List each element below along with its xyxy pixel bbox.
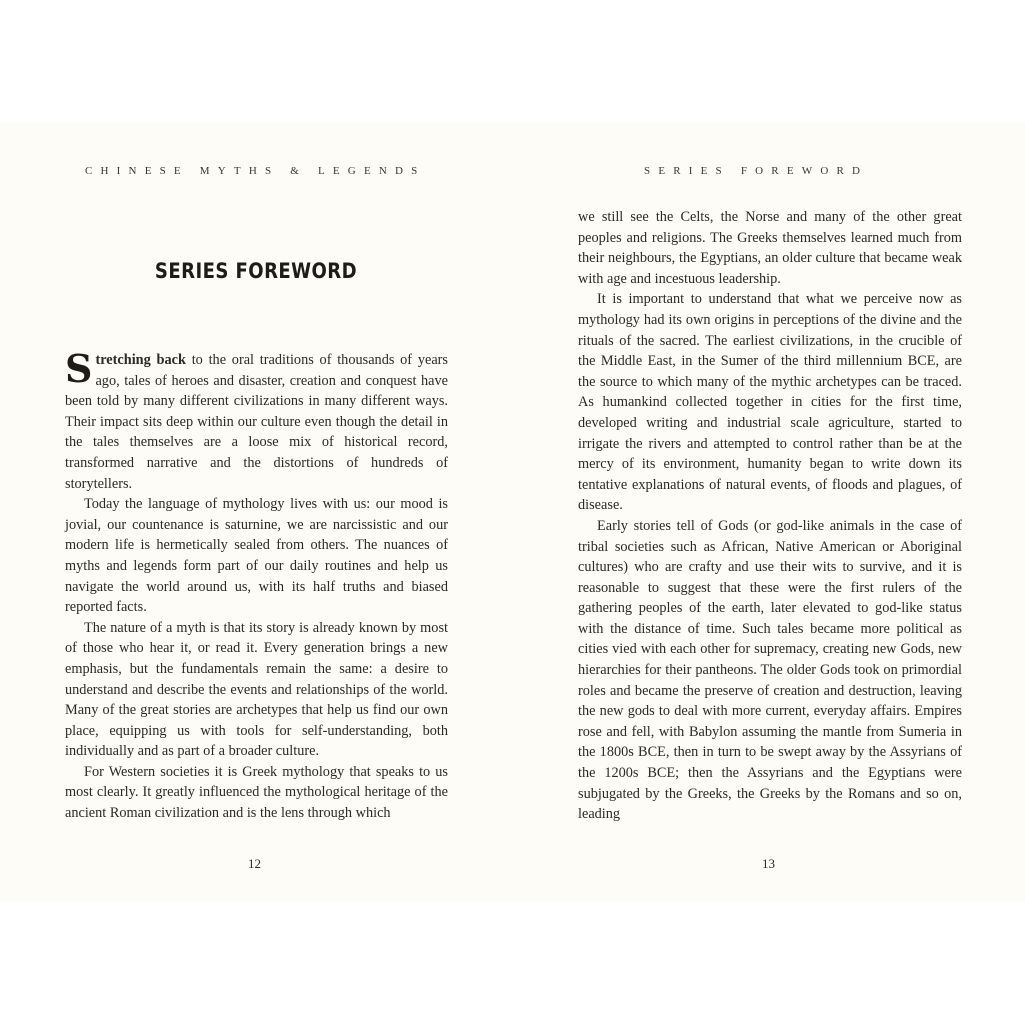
paragraph-text: to the oral traditions of thousands of years ago, tales of heroes and disaster, creation and conquest have been told by many different civilizations in many different ways. Their impact sits deep within our culture even though the detail in the tales themselves are a loose mix of historical record, transformed narrative and the distortions of hundreds of storytellers.: [65, 352, 448, 492]
body-text: [578, 207, 962, 825]
running-head: CHINESE MYTHS & LEGENDS: [85, 165, 426, 177]
paragraph: we still see the Celts, the Norse and many of the other great peoples and religions. The Greeks themselves learned much from their neighbours, the Egyptians, an older culture that became weak with age and incestuous leadership.: [578, 209, 962, 287]
page-number: 13: [762, 856, 775, 871]
paragraph: The nature of a myth is that its story is already known by most of those who hear it, or read it. Every generation brings a new emphasis, but the fundamentals remain the same: a desire to understand and describe the events and relationships of the world. Many of the great stories are archetypes that help us find our own place, equipping us with tools for self-understanding, both individually and as part of a broader culture.: [65, 619, 448, 760]
running-head: SERIES FOREWORD: [644, 165, 869, 177]
paragraph: Today the language of mythology lives with us: our mood is jovial, our countenance is saturnine, we are narcissistic and our modern life is hermetically sealed from others. The nuances of myths and legends form part of our daily routines and help us navigate the world around us, with its half truths and biased reported facts.: [65, 496, 448, 616]
page-number: 12: [248, 856, 261, 871]
left-page: [0, 122, 512, 902]
paragraph: It is important to understand that what we perceive now as mythology had its own origins in perceptions of the divine and the rituals of the sacred. The earliest civilizations, in the crucible of the Middle East, in the Sumer of the third millennium BCE, are the source to which many of the mythic archetypes can be traced. As humankind collected together in cities for the first time, developed writing and industrial scale agriculture, started to irrigate the rivers and attempted to control rather than be at the mercy of its environment, humanity began to write down its tentative explanations of natural events, of floods and plagues, of disease.: [578, 291, 962, 514]
chapter-title: SERIES FOREWORD: [154, 259, 358, 283]
body-text: [65, 346, 448, 824]
paragraph: [65, 346, 448, 494]
paragraph: Early stories tell of Gods (or god-like animals in the case of tribal societies such as African, Native American or Aboriginal cultures) who are crafty and use their wits to survive, and it is reasonable to suggest that these were the first rulers of the gathering peoples of the earth, later elevated to god-like status with the distance of time. Such tales became more political as cities vied with each other for supremacy, creating new Gods, new hierarchies for their pantheons. The older Gods took on primordial roles and became the preserve of creation and destruction, leaving the new gods to deal with more current, everyday affairs. Empires rose and fell, with Babylon assuming the mantle from Sumeria in the 1800s BCE, then in turn to be swept away by the Assyrians of the 1200s BCE; then the Assyrians and the Egyptians were subjugated by the Greeks, the Greeks by the Romans and so on, leading: [578, 517, 962, 823]
lead-in: tretching back: [95, 352, 186, 368]
drop-cap: S: [65, 346, 93, 391]
paragraph: For Western societies it is Greek mythology that speaks to us most clearly. It greatly influenced the mythological heritage of the ancient Roman civilization and is the lens through which: [65, 763, 448, 822]
right-page: [512, 122, 1025, 902]
book-spread: [0, 122, 1025, 902]
